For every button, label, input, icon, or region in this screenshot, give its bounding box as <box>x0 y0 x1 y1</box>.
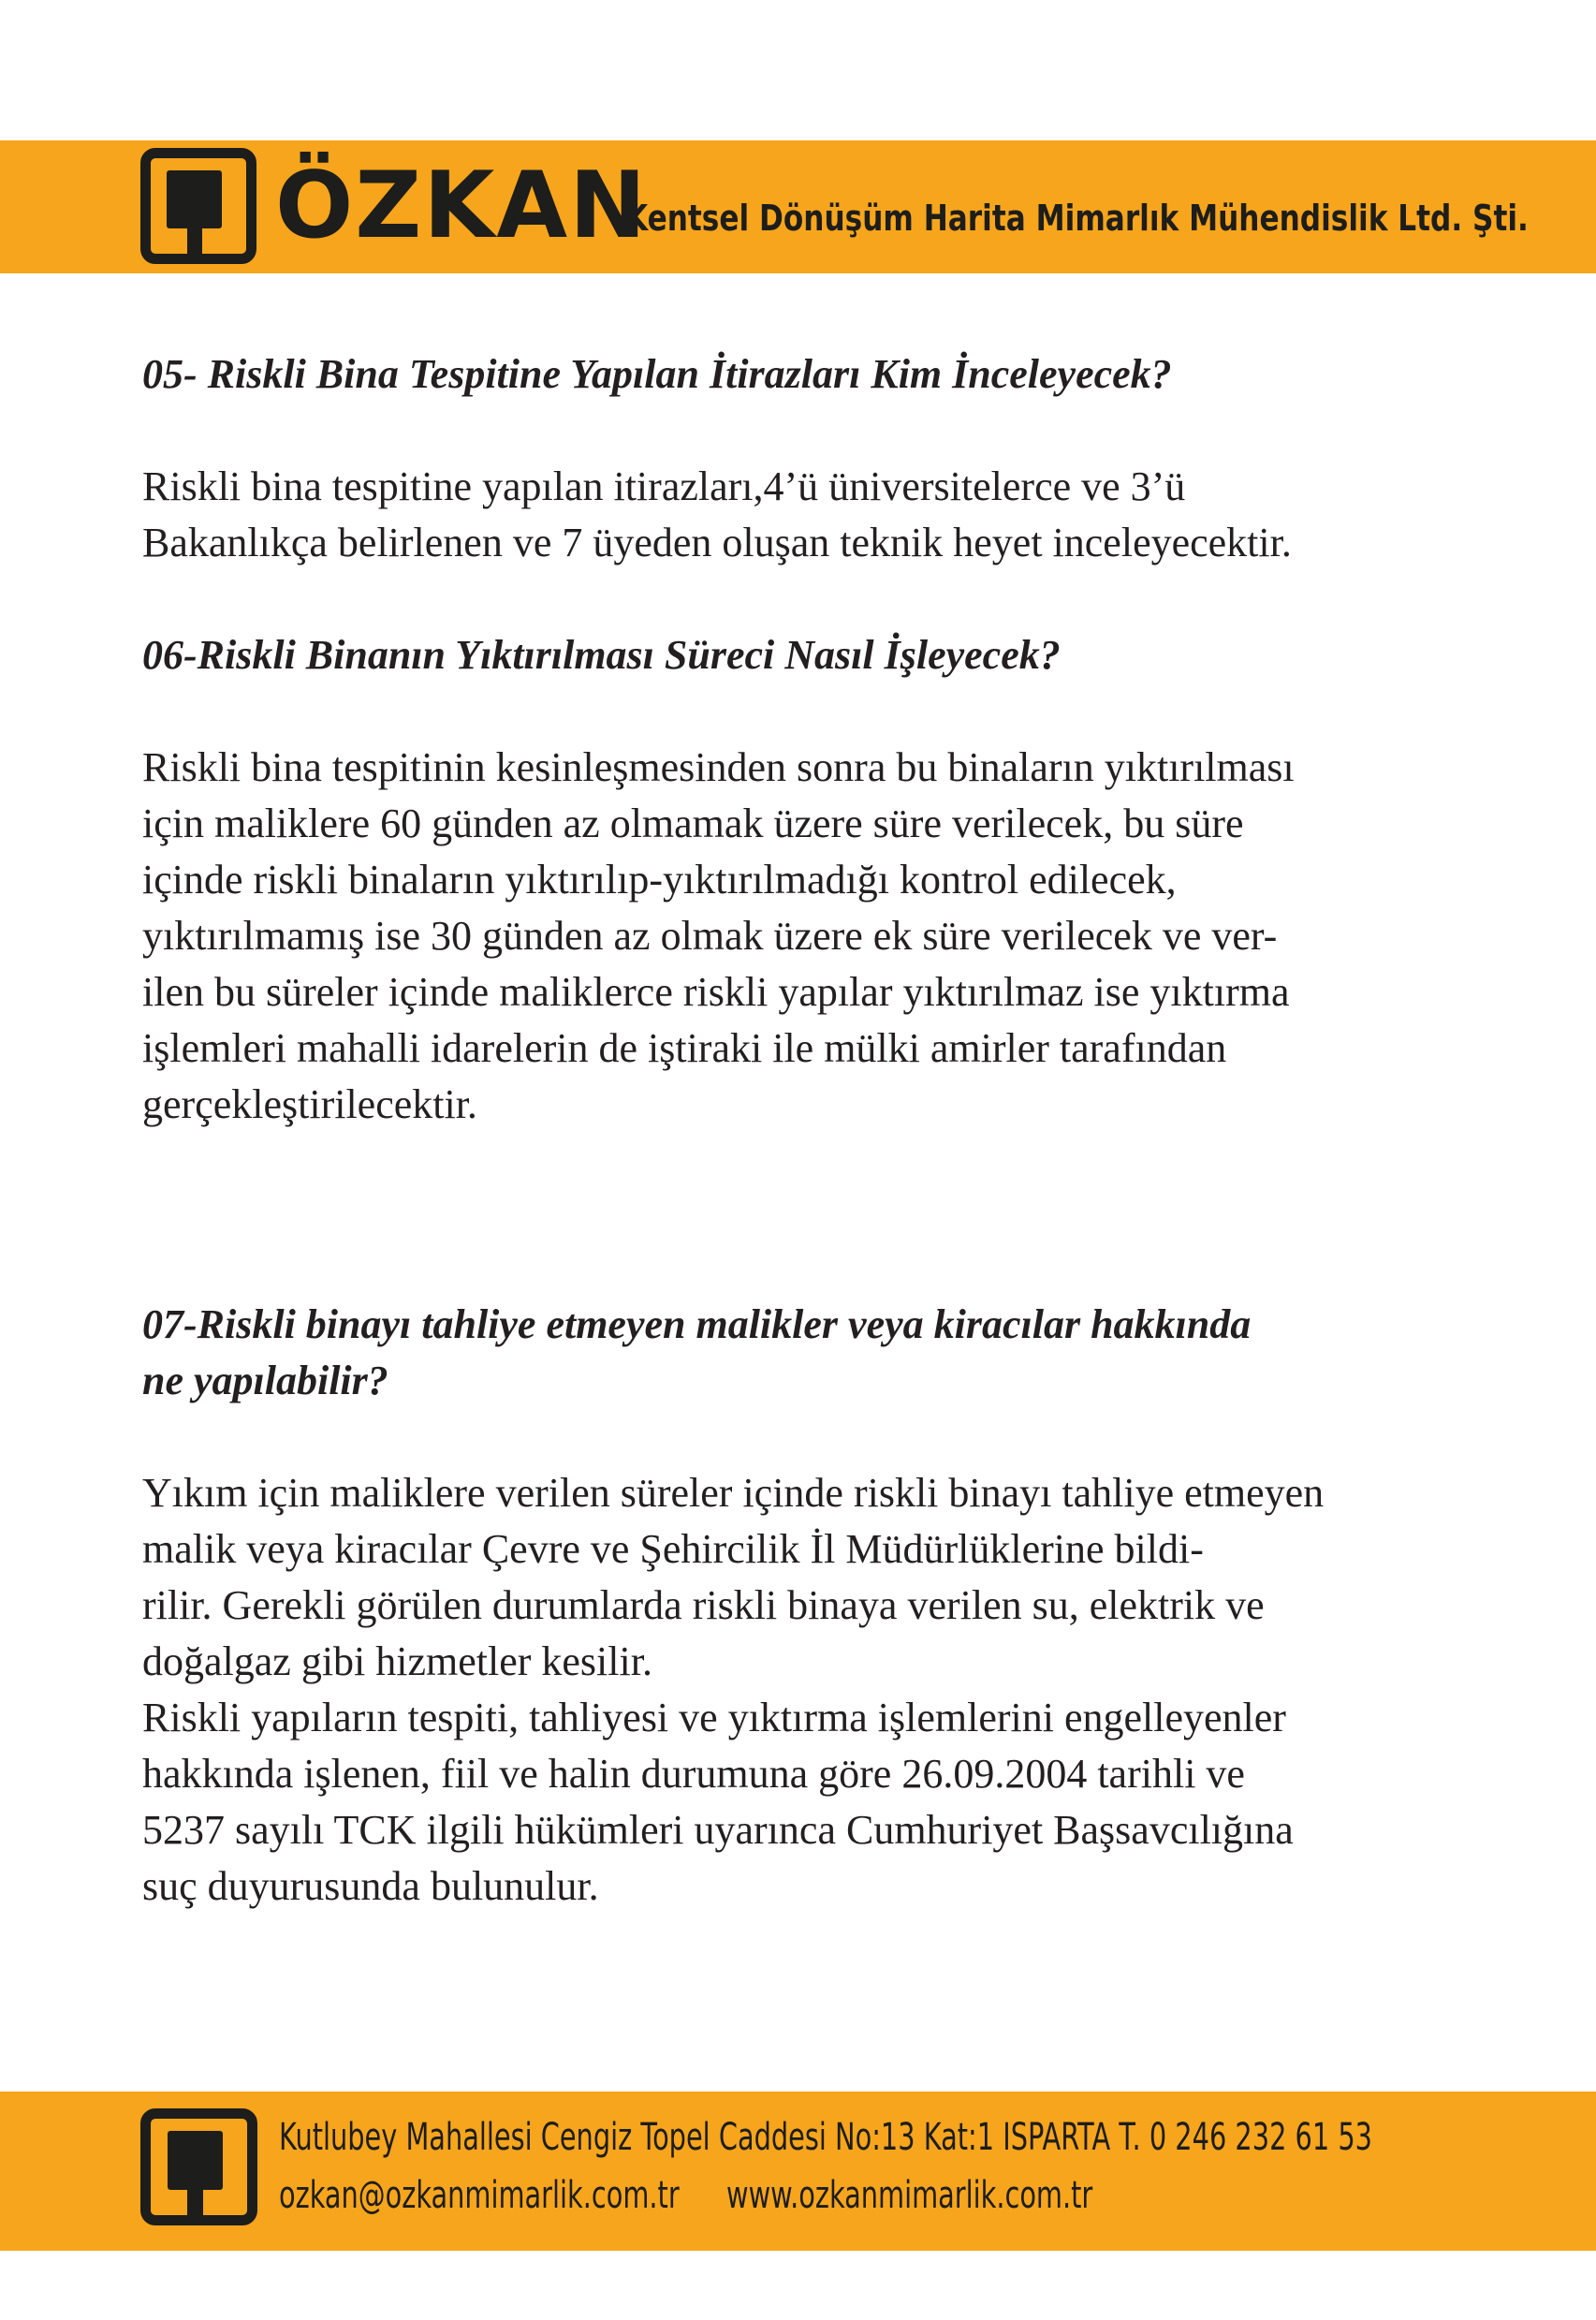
faq-section-07 <box>142 1297 1251 1409</box>
ozkan-logo-icon <box>140 2108 257 2225</box>
header-band <box>0 140 1596 273</box>
company-tagline: Kentsel Dönüşüm Harita Mimarlık Mühendislik Ltd. Şti. <box>625 198 1529 239</box>
faq-section-06 <box>142 627 1061 683</box>
footer-band <box>0 2092 1596 2251</box>
footer-website: www.ozkanmimarlik.com.tr <box>726 2174 1093 2217</box>
answer-07: Yıkım için maliklere verilen süreler içinde riskli binayı tahliye etmeyen malik veya kiracılar Çevre ve Şehircilik İl Müdürlüklerine bildi- rilir. Gerekli görülen durumlarda riskli binaya verilen su, elektrik ve doğalgaz gibi hizmetler kesilir. Riskli yapıların tespiti, tahliyesi ve yıktırma işlemlerini engelleyenler hakkında işlenen, fiil ve halin durumuna göre 26.09.2004 tarihli ve 5237 sayılı TCK ilgili hükümleri uyarınca Cumhuriyet Başsavcılığına suç duyurusunda bulunulur. <box>142 1470 1325 1909</box>
brand-name: ÖZKAN <box>275 153 649 259</box>
ozkan-logo-icon <box>140 148 256 264</box>
answer-05: Riskli bina tespitine yapılan itirazları,4’ü üniversitelerce ve 3’ü Bakanlıkça belirlenen ve 7 üyeden oluşan teknik heyet inceleyecektir. <box>142 463 1292 565</box>
footer-contact <box>279 2172 1092 2219</box>
footer-email: ozkan@ozkanmimarlik.com.tr <box>279 2174 680 2217</box>
question-07: 07-Riskli binayı tahliye etmeyen malikler veya kiracılar hakkında ne yapılabilir? <box>142 1301 1252 1403</box>
question-05: 05- Riskli Bina Tespitine Yapılan İtirazları Kim İnceleyecek? <box>142 351 1172 397</box>
footer-address: Kutlubey Mahallesi Cengiz Topel Caddesi No:13 Kat:1 ISPARTA T. 0 246 232 61 53 <box>279 2116 1373 2159</box>
answer-06: Riskli bina tespitinin kesinleşmesinden sonra bu binaların yıktırılması için maliklere 60 günden az olmamak üzere süre verilecek, bu süre içinde riskli binaların yıktırılıp-yıktırılmadığı kontrol edilecek, yıktırılmamış ise 30 günden az olmak üzere ek süre verilecek ve ver- ilen bu süreler içinde maliklerce riskli yapılar yıktırılmaz ise yıktırma işlemleri mahalli idarelerin de iştiraki ile mülki amirler tarafından gerçekleştirilecektir. <box>142 744 1295 1127</box>
question-06: 06-Riskli Binanın Yıktırılması Süreci Nasıl İşleyecek? <box>142 632 1061 678</box>
faq-section-05 <box>142 346 1172 403</box>
